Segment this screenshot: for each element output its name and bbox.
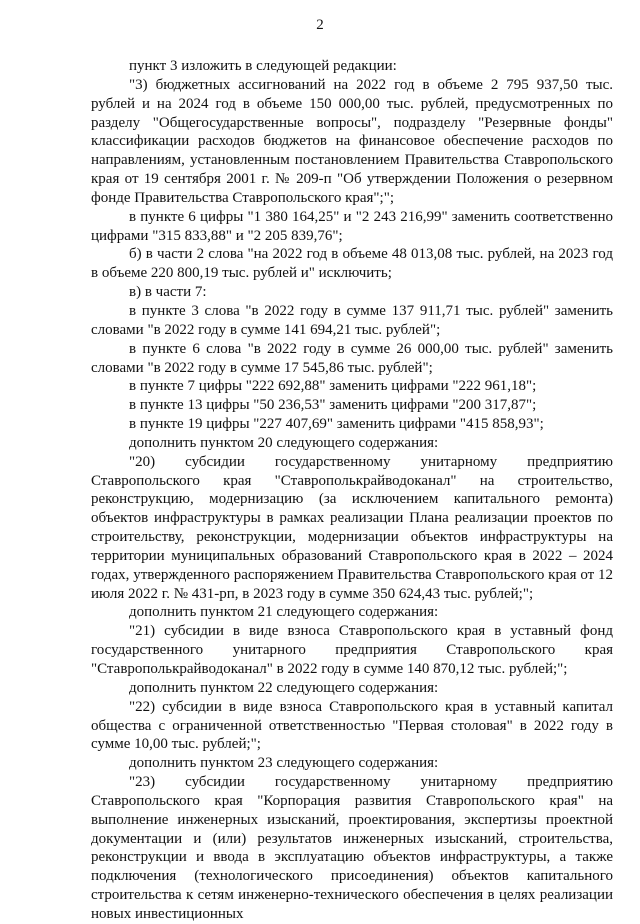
paragraph-part-2: б) в части 2 слова "на 2022 год в объеме 48 013,08 тыс. рублей, на 2023 год в объеме 220 800,19 тыс. рублей и" исключить; <box>91 246 613 282</box>
paragraph-point-13: в пункте 13 цифры "50 236,53" заменить цифрами "200 317,87"; <box>129 397 537 414</box>
paragraph-point-23-text: "23) субсидии государственному унитарному предприятию Ставропольского края "Корпорация развития Ставропольского края" на выполнение инженерных изысканий, проектирования, экспертизы проектной документации и (или) результатов инженерных изысканий, строительства, реконструкции и ввода в эксплуатацию объектов инфраструктуры, а также подключения (технологического присоединения) объектов капитального строительства к сетям инженерно-технического обеспечения в целях реализации новых инвестиционных <box>91 774 613 922</box>
paragraph-add-point-22: дополнить пунктом 22 следующего содержания: <box>129 679 439 696</box>
paragraph-point-22-text: "22) субсидии в виде взноса Ставропольского края в уставный капитал общества с ограниченной ответственностью "Первая столовая" в 2022 году в сумме 10,00 тыс. рублей;"; <box>91 698 613 753</box>
paragraph-point-21-text: "21) субсидии в виде взноса Ставропольского края в уставный фонд государственного унитарного предприятия Ставропольского края "Ставрополькрайводоканал" в 2022 году в сумме 140 870,12 тыс. рублей;"; <box>91 623 613 677</box>
paragraph-add-point-23: дополнить пунктом 23 следующего содержания: <box>129 755 439 772</box>
paragraph-point-6-words: в пункте 6 слова "в 2022 году в сумме 26 000,00 тыс. рублей" заменить словами "в 2022 году в сумме 17 545,86 тыс. рублей"; <box>91 340 613 376</box>
paragraph-point-20-text: "20) субсидии государственному унитарному предприятию Ставропольского края "Ставрополькрайводоканал" на строительство, реконструкцию, модернизацию (за исключением капитального ремонта) объектов инфраструктуры в рамках реализации Плана реализации проектов по строительству, реконструкции, модернизации объектов инфраструктуры на территории муниципальных образований Ставропольского края в 2022 – 2024 годах, утвержденного распоряжением Правительства Ставропольского края от 12 июля 2022 г. № 431-рп, в 2023 году в сумме 350 624,43 тыс. рублей;"; <box>91 453 613 602</box>
paragraph-point-19: в пункте 19 цифры "227 407,69" заменить цифрами "415 858,93"; <box>129 416 544 433</box>
paragraph-intro: пункт 3 изложить в следующей редакции: <box>129 58 397 74</box>
paragraph-add-point-20: дополнить пунктом 20 следующего содержания: <box>129 434 439 451</box>
paragraph-point-6-digits: в пункте 6 цифры "1 380 164,25" и "2 243 216,99" заменить соответственно цифрами "315 833,88" и "2 205 839,76"; <box>91 208 613 244</box>
page-number: 2 <box>316 17 324 33</box>
paragraph-add-point-21: дополнить пунктом 21 следующего содержания: <box>129 604 439 621</box>
paragraph-part-7: в) в части 7: <box>129 284 207 301</box>
paragraph-point-7: в пункте 7 цифры "222 692,88" заменить цифрами "222 961,18"; <box>129 378 537 395</box>
paragraph-item-3: "3) бюджетных ассигнований на 2022 год в объеме 2 795 937,50 тыс. рублей и на 2024 год в объеме 150 000,00 тыс. рублей, предусмотренных по разделу "Общегосударственные вопросы", подразделу "Резервные фонды" классификации расходов бюджетов на финансовое обеспечение расходов по направлениям, установленным постановлением Правительства Ставропольского края от 19 сентября 2001 г. № 209-п "Об утверждении Положения о резервном фонде Правительства Ставропольского края";"; <box>91 76 613 206</box>
paragraph-point-3-words: в пункте 3 слова "в 2022 году в сумме 137 911,71 тыс. рублей" заменить словами "в 2022 году в сумме 141 694,21 тыс. рублей"; <box>91 302 613 338</box>
document-body <box>91 57 613 924</box>
